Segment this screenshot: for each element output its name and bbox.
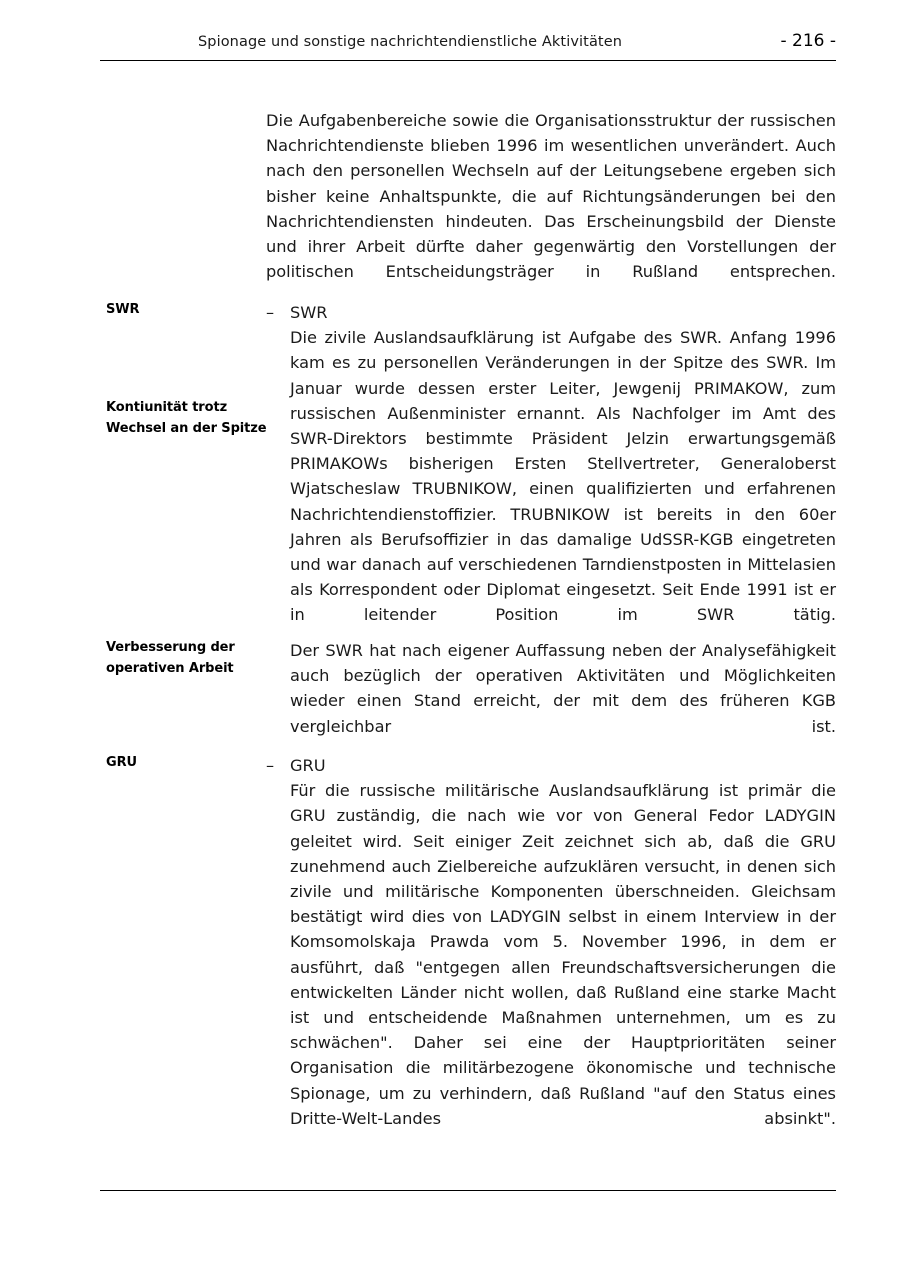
header-title: Spionage und sonstige nachrichtendienstliche Aktivitäten (197, 34, 623, 50)
footer-rule (100, 1190, 836, 1191)
swr-heading-label: SWR (290, 303, 328, 322)
header-rule (100, 60, 836, 61)
dash-marker-icon: – (266, 303, 275, 322)
marginal-note-gru: GRU (106, 755, 137, 770)
gru-body (266, 753, 836, 1156)
swr-heading-line (266, 300, 812, 325)
marginal-note-kontinuitaet: Kontiunität trotz Wechsel an der Spitze (106, 400, 267, 436)
marginal-note-verbesserung: Verbesserung der operativen Arbeit (106, 640, 235, 676)
operative-paragraph: Der SWR hat nach eigener Auffassung neben der Analysefähigkeit auch bezüglich der operativen Aktivitäten und Möglichkeiten wieder einen Stand erreicht, der mit dem des früheren KGB vergleichbar ist. (290, 641, 836, 736)
swr-paragraph: Die zivile Auslandsaufklärung ist Aufgabe des SWR. Anfang 1996 kam es zu personellen Veränderungen in der Spitze des SWR. Im Januar wurde dessen erster Leiter, Jewgenij PRIMAKOW, zum russischen Außenminister ernannt. Als Nachfolger im Amt des SWR-Direktors bestimmte Präsident Jelzin erwartungsgemäß PRIMAKOWs bisherigen Ersten Stellvertreter, Generaloberst Wjatscheslaw TRUBNIKOW, einen qualifizierten und erfahrenen Nachrichtendienstoffizier. TRUBNIKOW ist bereits in den 60er Jahren als Berufsoffizier in das damalige UdSSR-KGB eingetreten und war danach auf verschiedenen Tarndienstposten in Mittelasien als Korrespondent oder Diplomat eingesetzt. Seit Ende 1991 ist er in leitender Position im SWR tätig. (290, 328, 836, 625)
intro-body (266, 108, 836, 310)
gru-heading-label: GRU (290, 756, 326, 775)
intro-paragraph: Die Aufgabenbereiche sowie die Organisationsstruktur der russischen Nachrichtendienste blieben 1996 im wesentlichen unverändert. Auch nach den personellen Wechseln auf der Leitungsebene ergeben sich bisher keine Anhaltspunkte, die auf Richtungsänderungen bei den Nachrichtendiensten hindeuten. Das Erscheinungsbild der Dienste und ihrer Arbeit dürfte daher gegenwärtig den Vorstellungen der politischen Entscheidungsträger in Rußland entsprechen. (266, 111, 836, 282)
dash-marker-icon: – (266, 756, 275, 775)
gru-paragraph: Für die russische militärische Auslandsaufklärung ist primär die GRU zuständig, die nach wie vor von General Fedor LADYGIN geleitet wird. Seit einiger Zeit zeichnet sich ab, daß die GRU zunehmend auch Zielbereiche aufzuklären versucht, in denen sich zivile und militärische Komponenten überschneiden. Gleichsam bestätigt wird dies von LADYGIN selbst in einem Interview in der Komsomolskaja Prawda vom 5. November 1996, in dem er ausführt, daß "entgegen allen Freundschaftsversicherungen die entwickelten Länder nicht wollen, daß Rußland eine starke Macht ist und entscheidende Maßnahmen unternehmen, um es zu schwächen". Daher sei eine der Hauptprioritäten seiner Organisation die militärbezogene ökonomische und technische Spionage, um zu verhindern, daß Rußland "auf den Status eines Dritte-Welt-Landes absinkt". (290, 781, 836, 1128)
operative-body (290, 638, 836, 764)
page-header (100, 32, 836, 58)
page-number: - 216 - (780, 31, 836, 51)
swr-body (266, 300, 836, 653)
gru-heading-line (266, 753, 812, 778)
marginal-note-swr: SWR (106, 302, 140, 317)
